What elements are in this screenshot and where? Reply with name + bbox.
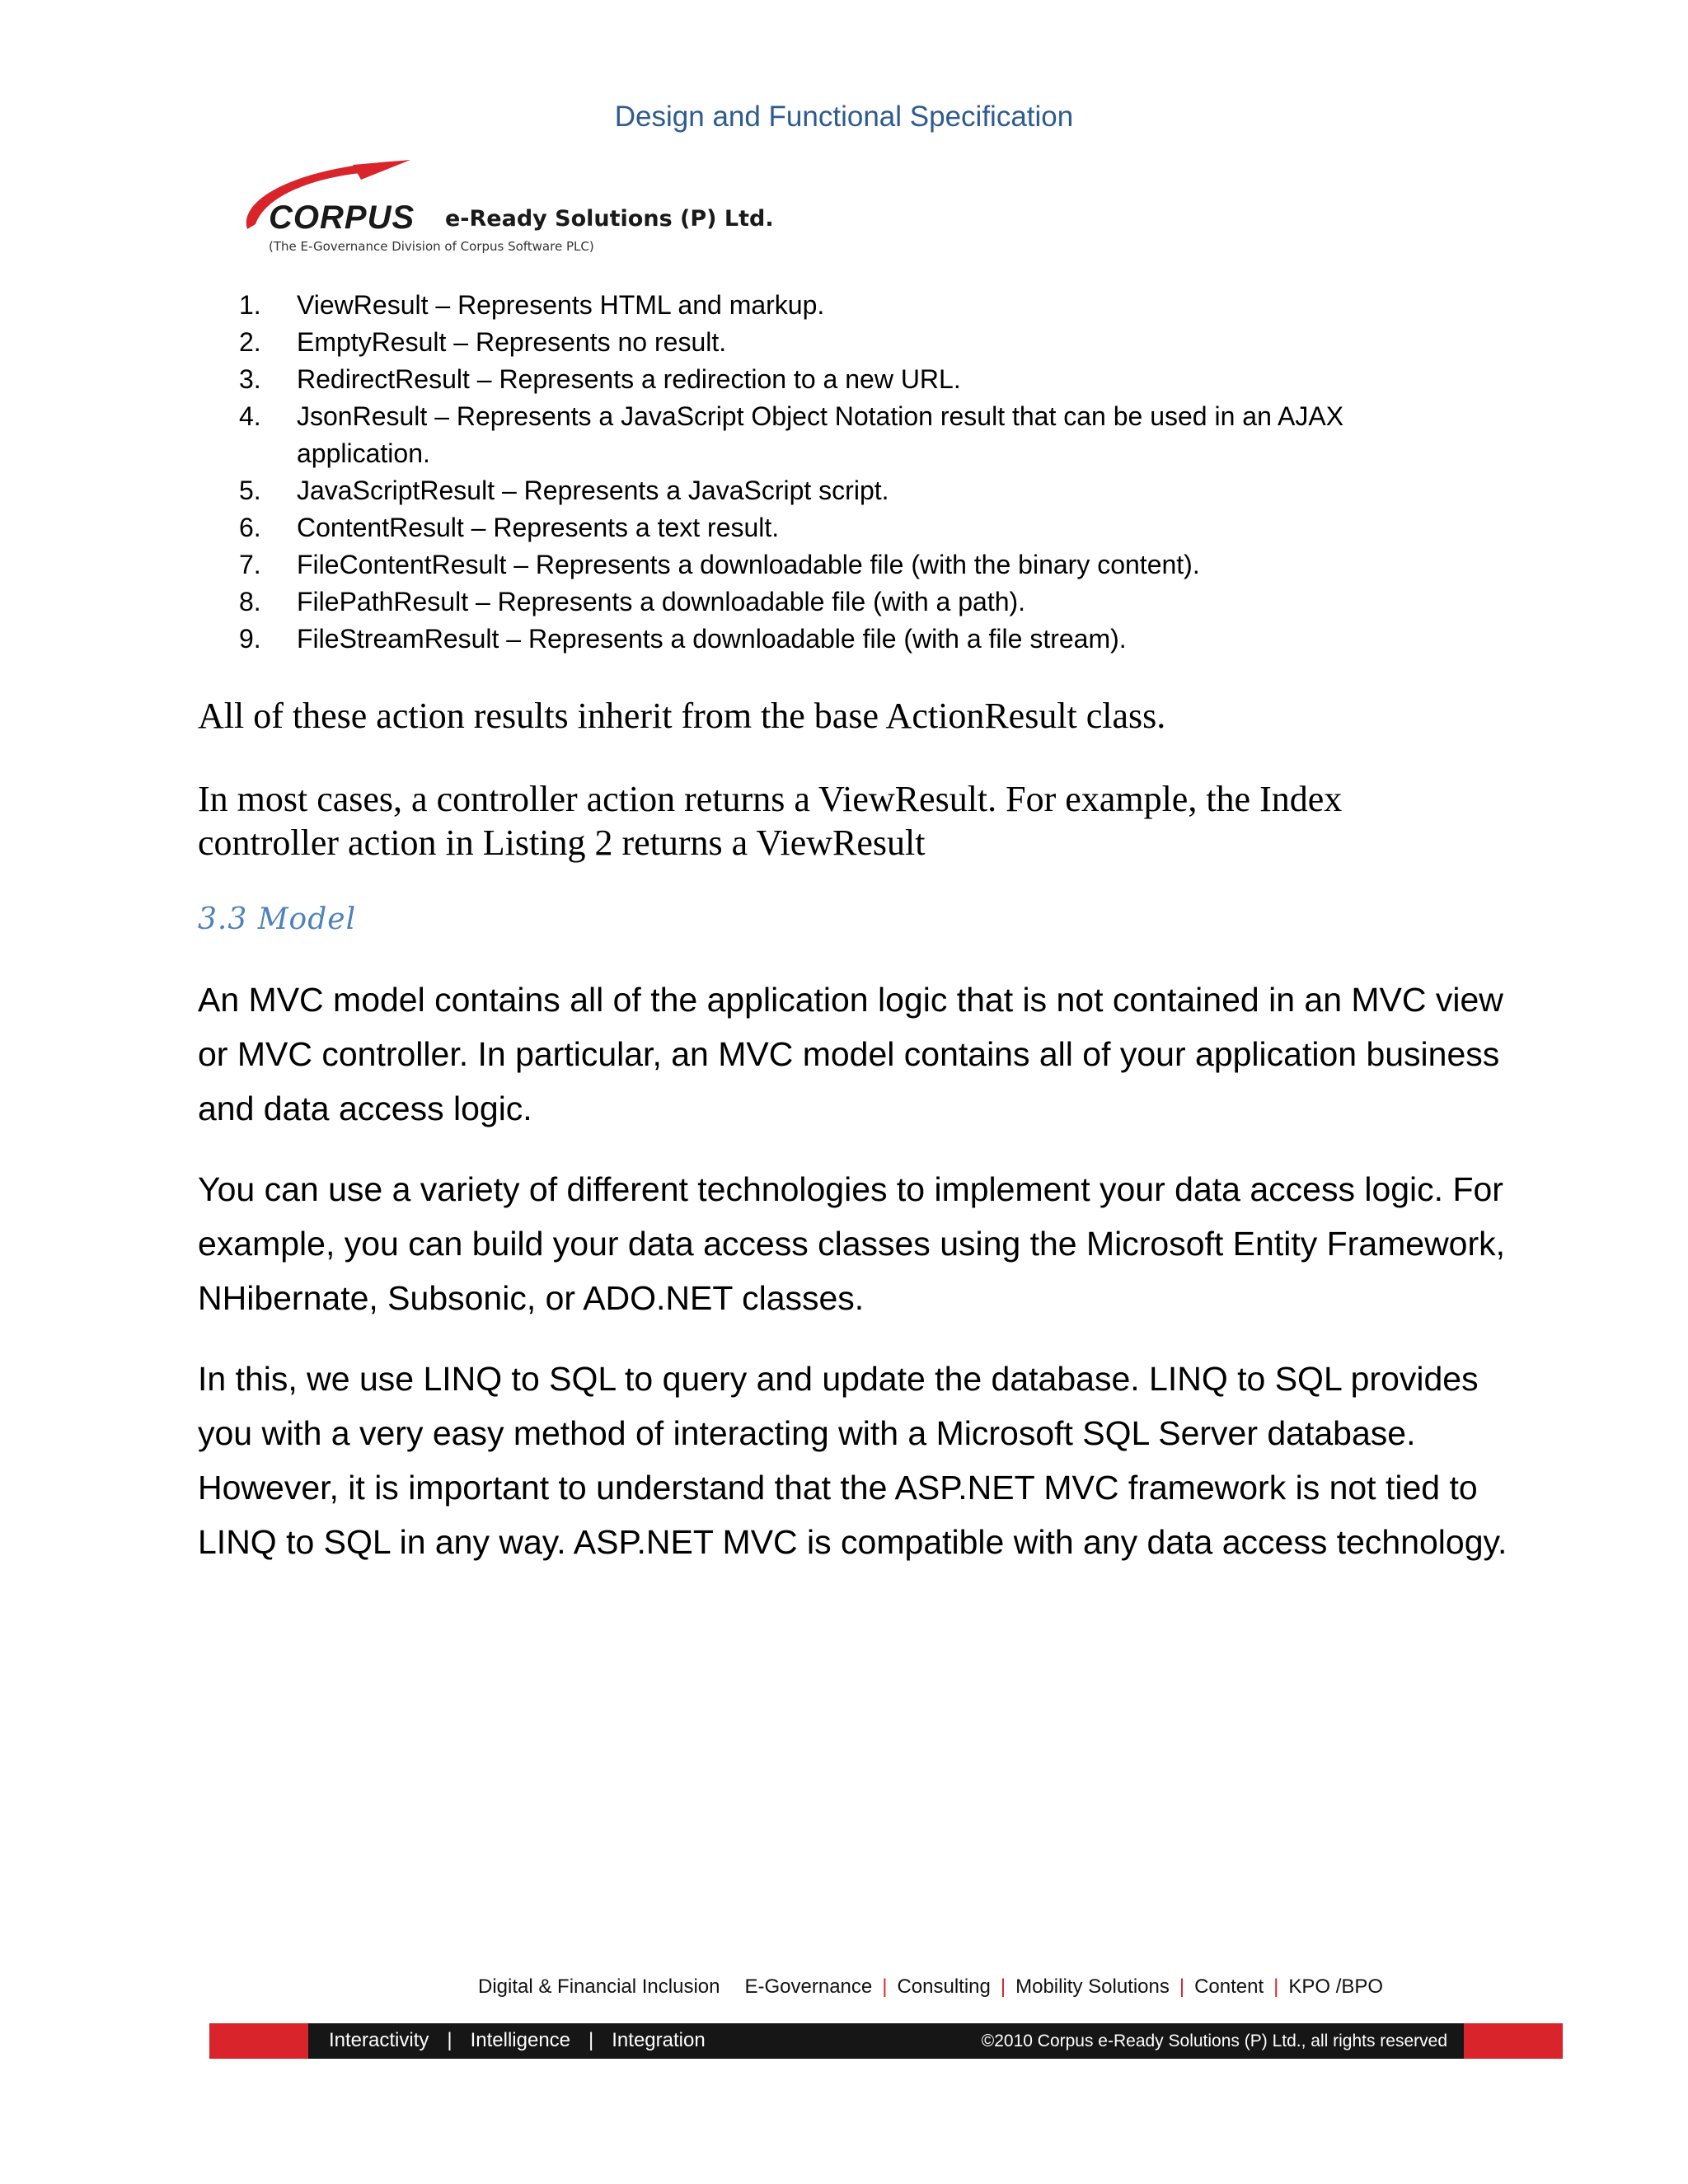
- logo-company-name: e-Ready Solutions (P) Ltd.: [445, 206, 774, 232]
- footer-copyright: ©2010 Corpus e-Ready Solutions (P) Ltd., all rights reserved: [981, 2032, 1447, 2050]
- footer-tags: Interactivity | Intelligence | Integration: [329, 2029, 706, 2051]
- list-item: [239, 324, 1426, 361]
- list-text: EmptyResult – Represents no result.: [297, 327, 727, 357]
- list-item: [239, 546, 1426, 583]
- list-number: 7.: [239, 550, 261, 579]
- footer-tag: Interactivity: [329, 2029, 429, 2051]
- footer-service: Digital & Financial Inclusion: [478, 1975, 720, 1998]
- list-number: 3.: [239, 364, 261, 394]
- list-item: [239, 398, 1426, 472]
- list-item: [239, 361, 1426, 398]
- footer-divider: |: [882, 1975, 888, 1998]
- model-paragraph-2: You can use a variety of different technologies to implement your data access logic. For example, you can build your data access classes using the Microsoft Entity Framework, NHibernate, Subsonic, or ADO.NET classes.: [198, 1170, 1506, 1317]
- footer-divider: |: [1000, 1975, 1006, 1998]
- list-text: FileStreamResult – Represents a downloadable file (with a file stream).: [297, 624, 1127, 654]
- list-item: [239, 472, 1426, 509]
- footer-accent-left: [209, 2023, 308, 2059]
- footer-bar: [209, 2023, 1563, 2059]
- view-result-paragraph: In most cases, a controller action returns a ViewResult. For example, the Index controller action in Listing 2 returns a ViewResult: [198, 779, 1343, 863]
- list-number: 1.: [239, 290, 261, 320]
- footer-divider: |: [1179, 1975, 1185, 1998]
- list-text: FilePathResult – Represents a downloadable file (with a path).: [297, 587, 1026, 616]
- footer-tag: Intelligence: [470, 2029, 571, 2051]
- list-text: RedirectResult – Represents a redirection to a new URL.: [297, 364, 961, 394]
- page-header-title: Design and Functional Specification: [614, 101, 1074, 133]
- footer-service: Consulting: [897, 1975, 991, 1998]
- list-item: [239, 621, 1426, 658]
- company-logo: [229, 157, 839, 264]
- footer-divider: |: [1273, 1975, 1279, 1998]
- footer-services: [478, 1975, 1383, 1999]
- inherit-paragraph: All of these action results inherit from the base ActionResult class.: [198, 696, 1166, 736]
- logo-brand: CORPUS: [269, 199, 415, 236]
- action-results-list: [239, 287, 1426, 658]
- model-paragraph-1: An MVC model contains all of the application logic that is not contained in an MVC view or MVC controller. In particular, an MVC model contains all of your application business and data access logic.: [198, 981, 1503, 1127]
- section-heading-model: 3.3 Model: [198, 902, 357, 936]
- model-paragraph-3: In this, we use LINQ to SQL to query and update the database. LINQ to SQL provides you with a very easy method of interacting with a Microsoft SQL Server database. However, it is important to understand that the ASP.NET MVC framework is not tied to LINQ to SQL in any way. ASP.NET MVC is compatible with any data access technology.: [198, 1360, 1507, 1561]
- list-number: 6.: [239, 513, 261, 542]
- list-text: ViewResult – Represents HTML and markup.: [297, 290, 825, 320]
- footer-tag: Integration: [612, 2029, 706, 2051]
- list-item: [239, 509, 1426, 546]
- list-item: [239, 287, 1426, 324]
- logo-subtitle: (The E-Governance Division of Corpus Software PLC): [269, 239, 594, 254]
- footer-service: E-Governance: [744, 1975, 873, 1998]
- list-text: FileContentResult – Represents a downloadable file (with the binary content).: [297, 550, 1200, 579]
- list-number: 8.: [239, 587, 261, 616]
- footer-accent-right: [1464, 2023, 1563, 2059]
- footer-service: Mobility Solutions: [1015, 1975, 1170, 1998]
- list-number: 9.: [239, 624, 261, 654]
- list-text: ContentResult – Represents a text result.: [297, 513, 780, 542]
- footer-service: Content: [1194, 1975, 1264, 1998]
- list-number: 5.: [239, 476, 261, 505]
- list-number: 4.: [239, 401, 261, 431]
- list-number: 2.: [239, 327, 261, 357]
- list-text: JsonResult – Represents a JavaScript Object Notation result that can be used in an AJAX application.: [297, 401, 1344, 468]
- footer-service: KPO /BPO: [1288, 1975, 1384, 1998]
- list-item: [239, 583, 1426, 621]
- list-text: JavaScriptResult – Represents a JavaScript script.: [297, 476, 889, 505]
